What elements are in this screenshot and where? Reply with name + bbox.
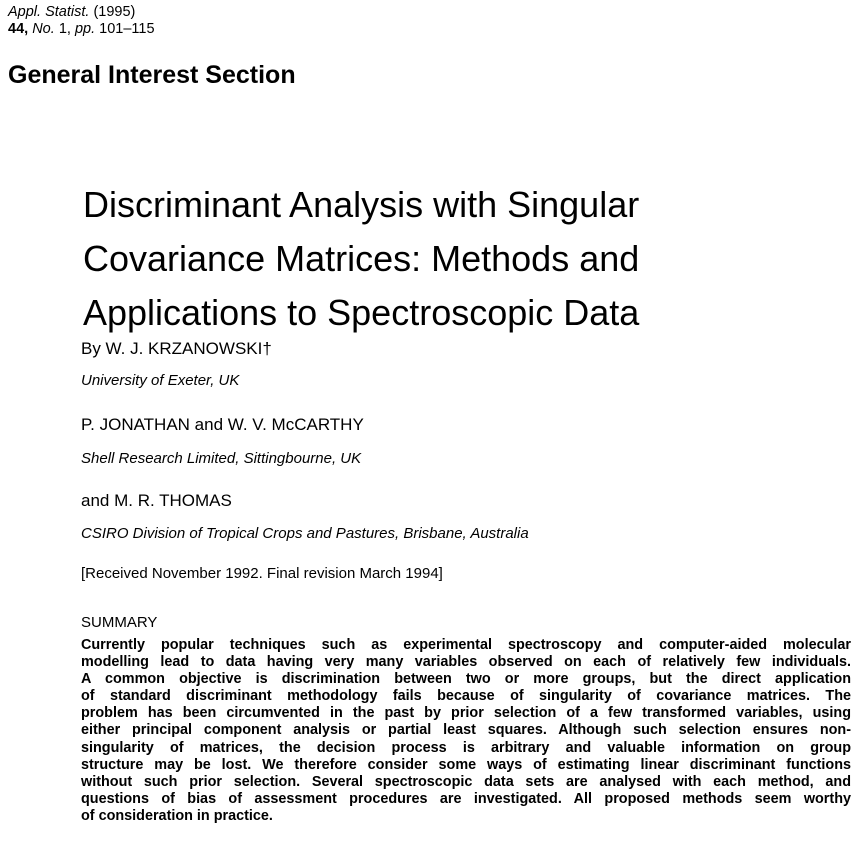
title-line: Covariance Matrices: Methods and	[83, 238, 640, 279]
summary-text	[81, 637, 851, 825]
summary-heading: SUMMARY	[81, 614, 158, 631]
summary-line: modelling lead to data having very many variables observed on each of relatively few individuals.	[81, 654, 851, 671]
journal-pages: 101–115	[99, 21, 155, 37]
title-line: Applications to Spectroscopic Data	[83, 292, 640, 333]
summary-line: of consideration in practice.	[81, 807, 273, 824]
author-affiliation: University of Exeter, UK	[81, 372, 240, 389]
journal-pages-label: pp.	[74, 21, 96, 37]
section-title: General Interest Section	[8, 61, 296, 89]
summary-line: either principal component analysis or partial least squares. Although such selection ensures non-	[81, 722, 851, 739]
title-line: Discriminant Analysis with Singular	[83, 184, 640, 225]
journal-volume-line	[8, 21, 155, 38]
author-name: and M. R. THOMAS	[81, 491, 232, 510]
journal-year: (1995)	[93, 4, 136, 20]
journal-issue-label: No.	[32, 21, 55, 37]
journal-issue: 1,	[58, 21, 71, 37]
journal-citation	[8, 4, 155, 38]
summary-line: problem has been circumvented in the past by prior selection of a few transformed variables, using	[81, 705, 851, 722]
summary-line: A common objective is discrimination between two or more groups, but the direct application	[81, 671, 851, 688]
journal-name: Appl. Statist.	[8, 4, 90, 20]
summary-line: singularity of matrices, the decision process is arbitrary and valuable information on group	[81, 739, 851, 756]
summary-line: of standard discriminant methodology fails because of singularity of covariance matrices. The	[81, 688, 851, 705]
summary-line: Currently popular techniques such as experimental spectroscopy and computer-aided molecular	[81, 637, 851, 653]
journal-volume: 44,	[8, 21, 29, 37]
author-affiliation: Shell Research Limited, Sittingbourne, UK	[81, 450, 362, 467]
journal-name-line	[8, 4, 155, 21]
paper-title	[83, 178, 639, 340]
author-name: By W. J. KRZANOWSKI†	[81, 339, 272, 358]
summary-line: questions of bias of assessment procedures are investigated. All proposed methods seem worthy	[81, 790, 851, 807]
summary-line: without such prior selection. Several spectroscopic data sets are analysed with each method, and	[81, 773, 851, 790]
received-dates: [Received November 1992. Final revision March 1994]	[81, 565, 443, 582]
author-name: P. JONATHAN and W. V. McCARTHY	[81, 415, 364, 434]
summary-line: structure may be lost. We therefore consider some ways of estimating linear discriminant functions	[81, 756, 851, 773]
author-affiliation: CSIRO Division of Tropical Crops and Pastures, Brisbane, Australia	[81, 525, 529, 542]
